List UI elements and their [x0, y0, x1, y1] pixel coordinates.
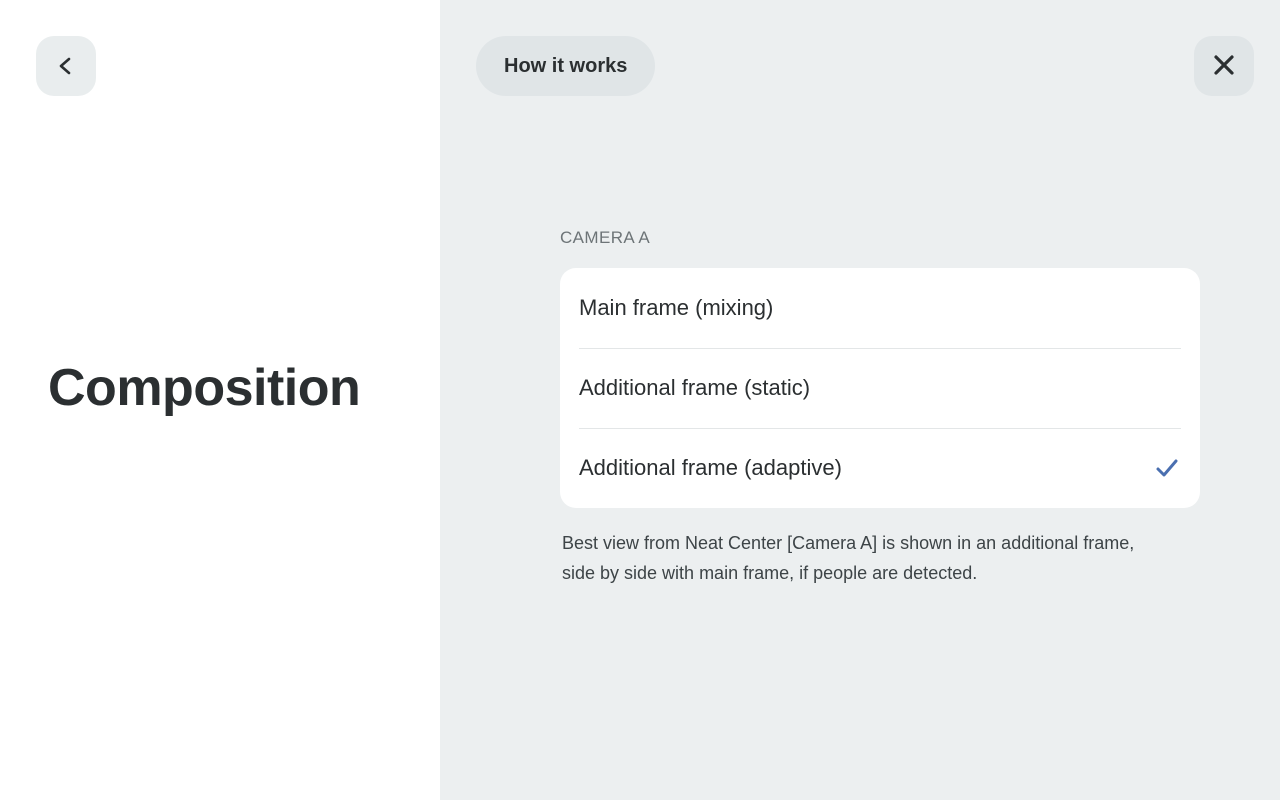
page-title: Composition — [48, 359, 361, 417]
option-label: Additional frame (static) — [579, 375, 811, 400]
back-button[interactable] — [36, 36, 96, 96]
left-pane — [0, 0, 440, 800]
option-main-frame-mixing[interactable] — [560, 268, 1200, 348]
description-line-2: side by side with main frame, if people are detected. — [562, 563, 978, 583]
close-icon — [1211, 52, 1237, 81]
right-pane — [440, 0, 1280, 800]
section-label: CAMERA A — [560, 228, 651, 247]
check-icon — [1154, 455, 1180, 481]
option-additional-frame-adaptive[interactable] — [560, 428, 1200, 508]
option-label: Additional frame (adaptive) — [579, 455, 842, 480]
composition-options-section — [560, 228, 1200, 588]
description-line-1: Best view from Neat Center [Camera A] is shown in an additional frame, — [562, 533, 1135, 553]
option-additional-frame-static[interactable] — [560, 348, 1200, 428]
description-text — [560, 528, 1160, 588]
how-it-works-button[interactable]: How it works — [476, 36, 655, 96]
chevron-left-icon — [55, 55, 77, 77]
option-label: Main frame (mixing) — [579, 295, 774, 320]
close-button[interactable] — [1194, 36, 1254, 96]
options-card — [560, 268, 1200, 508]
